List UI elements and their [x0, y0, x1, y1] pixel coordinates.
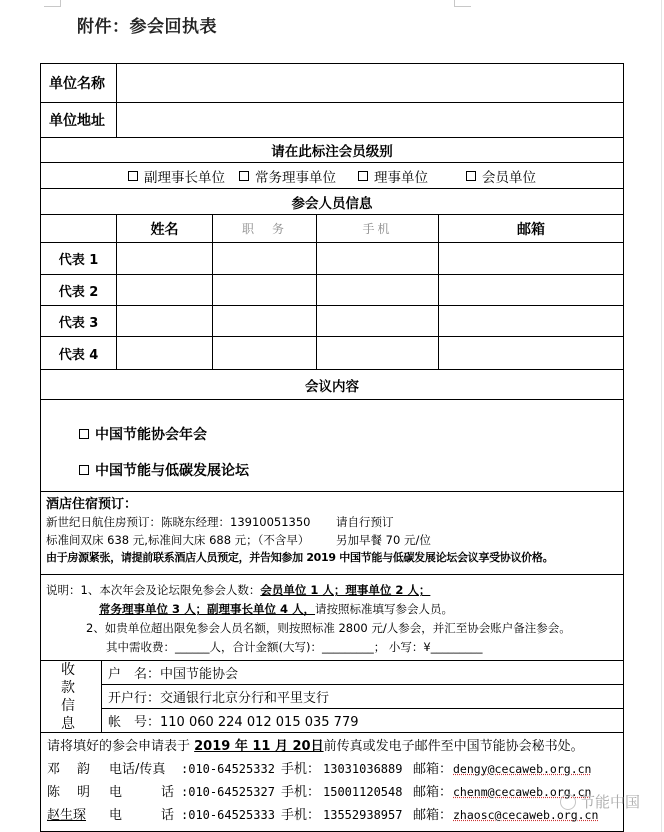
contact-email-link[interactable]: zhaosc@cecaweb.org.cn [453, 808, 599, 822]
document-title: 附件：参会回执表 [77, 17, 217, 37]
bank-section [41, 661, 623, 733]
attendee-position-field[interactable] [213, 306, 316, 336]
attendee-mobile-field[interactable] [317, 275, 438, 305]
attendee-row [41, 275, 623, 306]
column-header-email: 邮箱 [517, 221, 545, 238]
fee-prefix: 其中需收费： [106, 640, 175, 654]
level-option-director[interactable] [358, 166, 428, 186]
attendee-row-label: 代表 1 [58, 253, 99, 268]
column-header-mobile: 手机 [362, 222, 393, 236]
attendee-row [41, 243, 623, 275]
submit-intro-end: 前传真或发电子邮件至中国节能协会秘书处。 [323, 739, 584, 754]
registration-form [40, 63, 624, 832]
level-option-vice-chairman[interactable] [128, 166, 225, 186]
meeting-option-forum[interactable] [79, 460, 249, 480]
page-edge [661, 0, 662, 832]
amount-sep: ； 小写：¥ [373, 640, 431, 654]
member-level-title: 请在此标注会员级别 [271, 144, 393, 160]
contact-name: 陈 明 [47, 785, 93, 800]
bank-account-number: 帐 号：110 060 224 012 015 035 779 [108, 715, 359, 730]
submit-deadline: 2019 年 11 月 20日 [194, 739, 324, 754]
fee-mid: 人，合计金额(大写)： [209, 640, 322, 654]
attendee-email-field[interactable] [439, 337, 623, 369]
attendee-name-field[interactable] [117, 275, 212, 305]
attendee-name-field[interactable] [117, 337, 212, 369]
contact-mobile: 13031036889 [323, 762, 403, 776]
bank-account-name: 户 名：中国节能协会 [108, 667, 239, 682]
level-option-label: 会员单位 [482, 169, 536, 186]
contact-phone-label: 电话/传真 [109, 762, 166, 777]
attendee-row-label: 代表 2 [58, 284, 99, 300]
member-level-options [41, 163, 623, 189]
meeting-title: 会议内容 [305, 378, 359, 395]
checkbox-icon[interactable] [79, 465, 89, 475]
column-header-blank [41, 215, 116, 242]
level-option-executive-director[interactable] [239, 166, 336, 186]
attendee-row [41, 306, 623, 337]
attendee-email-field[interactable] [439, 275, 623, 305]
hotel-notice: 由于房源紧张，请提前联系酒店人员预定，并告知参加 2019 中国节能与低碳发展论坛会议享受协议价格。 [46, 551, 554, 564]
contact-row [41, 804, 623, 827]
amount-words-field[interactable]: _________ [321, 640, 374, 654]
unit-address-label-cell [41, 103, 116, 137]
unit-name-row [41, 64, 623, 103]
contact-phone: :010-64525333 [181, 808, 275, 822]
attendee-row-label: 代表 4 [58, 347, 99, 363]
member-level-header [41, 138, 623, 163]
level-option-label: 理事单位 [374, 169, 428, 186]
meeting-option-label: 中国节能与低碳发展论坛 [95, 463, 249, 479]
attendee-mobile-field[interactable] [317, 306, 438, 336]
contact-mobile: 13552938957 [323, 808, 403, 822]
attendee-email-field[interactable] [439, 243, 623, 274]
unit-address-label: 单位地址 [49, 113, 105, 129]
contact-name: 赵生琛 [47, 808, 87, 823]
column-header-position: 职 务 [241, 222, 287, 236]
contact-email-label: 邮箱： [413, 762, 453, 777]
attendee-title: 参会人员信息 [291, 195, 373, 212]
meeting-option-label: 中国节能协会年会 [95, 427, 207, 443]
watermark [560, 791, 640, 812]
checkbox-icon[interactable] [79, 429, 89, 439]
contact-mobile-label: 手机： [281, 808, 321, 823]
unit-address-field[interactable] [117, 103, 623, 137]
hotel-contact: 新世纪日航住房预订：陈晓东经理：13910051350 [46, 515, 311, 529]
bank-label: 收 款 信 息 [61, 661, 81, 732]
contact-row [41, 781, 623, 804]
contact-mobile-label: 手机： [281, 762, 321, 777]
unit-name-field[interactable] [117, 64, 623, 102]
attendee-name-field[interactable] [117, 243, 212, 274]
contact-phone-label: 电 话 [109, 808, 175, 823]
unit-name-label-cell [41, 64, 116, 102]
attendee-row-label: 代表 3 [58, 315, 99, 331]
unit-address-row [41, 103, 623, 138]
notes-quota-2-suffix: 请按照标准填写参会人员。 [315, 602, 454, 616]
attendee-column-headers [41, 215, 623, 243]
fee-count-field[interactable]: ______ [175, 640, 210, 654]
wechat-logo-icon [560, 794, 576, 810]
checkbox-icon[interactable] [128, 171, 138, 181]
hotel-section [41, 492, 623, 575]
contact-email-label: 邮箱： [413, 808, 453, 823]
notes-quota-1: 会员单位 1 人；理事单位 2 人； [260, 583, 431, 597]
amount-number-field[interactable]: _________ [430, 640, 483, 654]
contact-mobile-label: 手机： [281, 785, 321, 800]
bank-account-name-row [102, 661, 623, 685]
contact-email-link[interactable]: dengy@cecaweb.org.cn [453, 762, 592, 776]
contact-section [41, 733, 623, 832]
notes-section [41, 575, 623, 661]
watermark-text: 节能中国 [580, 793, 641, 811]
contact-phone-label: 电 话 [109, 785, 175, 800]
meeting-header [41, 370, 623, 400]
attendee-mobile-field[interactable] [317, 243, 438, 274]
attendee-position-field[interactable] [213, 275, 316, 305]
attendee-mobile-field[interactable] [317, 337, 438, 369]
attendee-position-field[interactable] [213, 243, 316, 274]
attendee-position-field[interactable] [213, 337, 316, 369]
level-option-label: 常务理事单位 [255, 169, 336, 186]
notes-item-2: 2、如贵单位超出限免参会人员名额，则按照标准 2800 元/人参会，并汇至协会账户备注参会。 [86, 621, 571, 635]
page-corner-mark [454, 0, 471, 7]
attendee-row [41, 337, 623, 370]
submit-intro: 请将填好的参会申请表于 [47, 739, 195, 754]
contact-email-link[interactable]: chenm@cecaweb.org.cn [453, 785, 592, 799]
contact-row [41, 758, 623, 781]
hotel-booking-note: 请自行预订 [336, 515, 394, 529]
unit-name-label: 单位名称 [49, 76, 105, 92]
meeting-option-annual[interactable] [79, 424, 207, 444]
attendee-email-field[interactable] [439, 306, 623, 336]
checkbox-icon[interactable] [466, 171, 476, 181]
level-option-label: 副理事长单位 [144, 169, 225, 186]
contact-phone: :010-64525327 [181, 785, 275, 799]
meeting-options [41, 400, 623, 492]
column-header-name: 姓名 [150, 221, 179, 238]
bank-name-row [102, 685, 623, 709]
hotel-breakfast-price: 另加早餐 70 元/位 [336, 532, 431, 547]
hotel-title: 酒店住宿预订： [46, 497, 138, 512]
contact-phone: :010-64525332 [181, 762, 275, 776]
notes-prefix: 说明：1、本次年会及论坛限免参会人数： [46, 583, 261, 597]
contact-email-label: 邮箱： [413, 785, 453, 800]
checkbox-icon[interactable] [358, 171, 368, 181]
bank-label-cell [41, 661, 101, 732]
page-corner-mark [44, 0, 61, 7]
contact-mobile: 15001120548 [323, 785, 403, 799]
contact-name: 邓 韵 [47, 762, 93, 777]
checkbox-icon[interactable] [239, 171, 249, 181]
notes-quota-2: 常务理事单位 3 人；副理事长单位 4 人， [99, 602, 316, 616]
attendee-name-field[interactable] [117, 306, 212, 336]
attendee-header [41, 189, 623, 215]
level-option-member[interactable] [466, 166, 536, 186]
hotel-room-prices: 标准间双床 638 元,标准间大床 688 元；（不含早） [46, 532, 310, 547]
bank-account-no-row [102, 709, 623, 732]
bank-name: 开户行：交通银行北京分行和平里支行 [108, 691, 330, 706]
